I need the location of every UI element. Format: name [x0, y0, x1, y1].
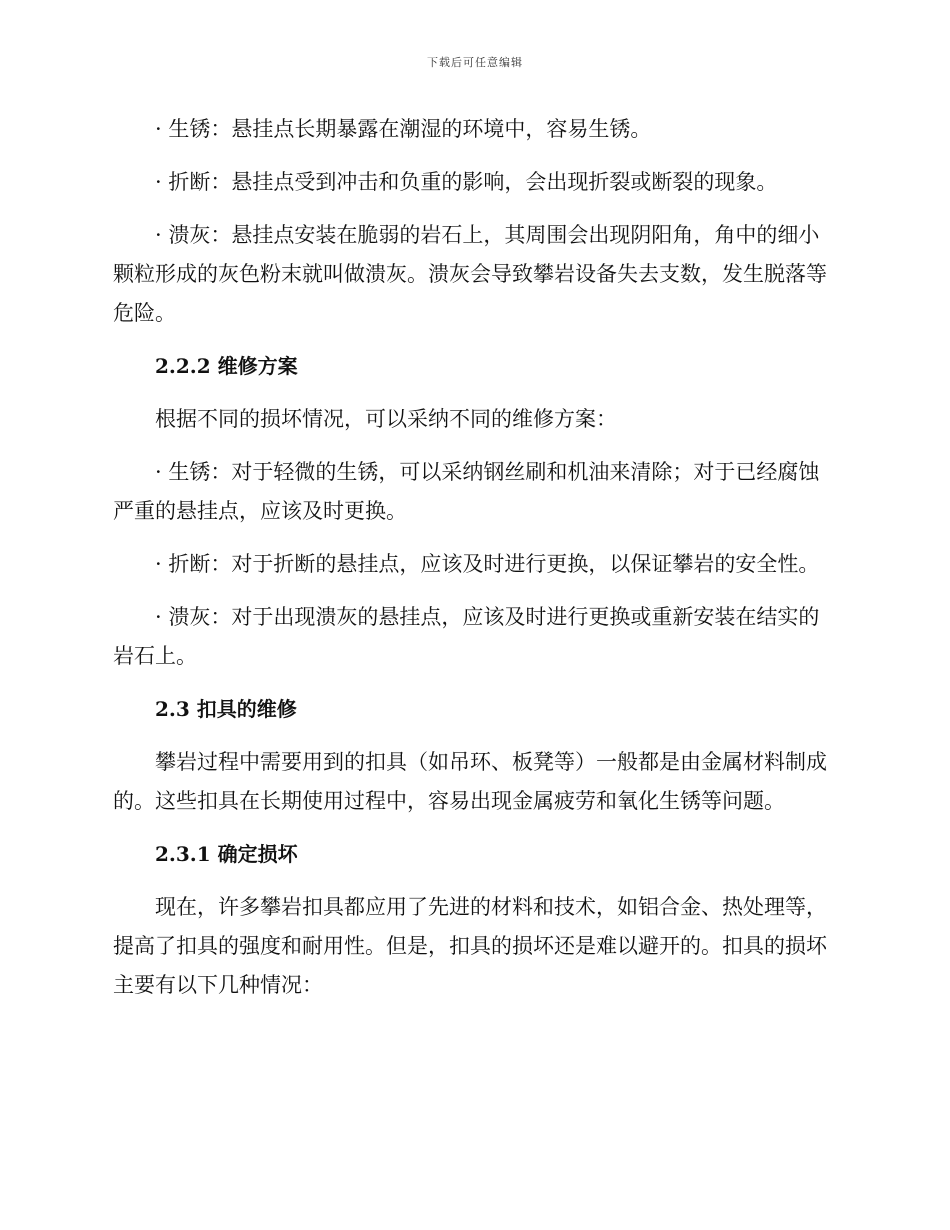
- section-heading-2-3: 2.3 扣具的维修: [155, 697, 297, 721]
- header-note: 下载后可任意编辑: [427, 56, 523, 69]
- paragraph-repair-crumble: · 溃灰：对于出现溃灰的悬挂点，应该及时进行更换或重新安装在结实的岩石上。: [113, 605, 820, 668]
- section-heading-2-2-2: 2.2.2 维修方案: [155, 354, 298, 378]
- section-heading-2-3-1: 2.3.1 确定损坏: [155, 842, 298, 866]
- paragraph-fastener-intro: 攀岩过程中需要用到的扣具（如吊环、板凳等）一般都是由金属材料制成的。这些扣具在长期使用过程中，容易出现金属疲劳和氧化生锈等问题。: [113, 750, 827, 813]
- paragraph-repair-rust: · 生锈：对于轻微的生锈，可以采纳钢丝刷和机油来清除；对于已经腐蚀严重的悬挂点，应该及时更换。: [113, 460, 820, 523]
- paragraph-repair-fracture: · 折断：对于折断的悬挂点，应该及时进行更换，以保证攀岩的安全性。: [155, 552, 820, 576]
- document-body: [113, 110, 833, 1019]
- paragraph-rust: · 生锈：悬挂点长期暴露在潮湿的环境中，容易生锈。: [155, 117, 652, 141]
- paragraph-fastener-damage: 现在，许多攀岩扣具都应用了先进的材料和技术，如铝合金、热处理等，提高了扣具的强度和耐用性。但是，扣具的损坏还是难以避开的。扣具的损坏主要有以下几种情况：: [113, 895, 827, 997]
- paragraph-crumble: · 溃灰：悬挂点安装在脆弱的岩石上，其周围会出现阴阳角，角中的细小颗粒形成的灰色粉末就叫做溃灰。溃灰会导致攀岩设备失去支数，发生脱落等危险。: [113, 223, 827, 325]
- paragraph-repair-intro: 根据不同的损坏情况，可以采纳不同的维修方案：: [155, 407, 617, 431]
- paragraph-fracture: · 折断：悬挂点受到冲击和负重的影响，会出现折裂或断裂的现象。: [155, 170, 778, 194]
